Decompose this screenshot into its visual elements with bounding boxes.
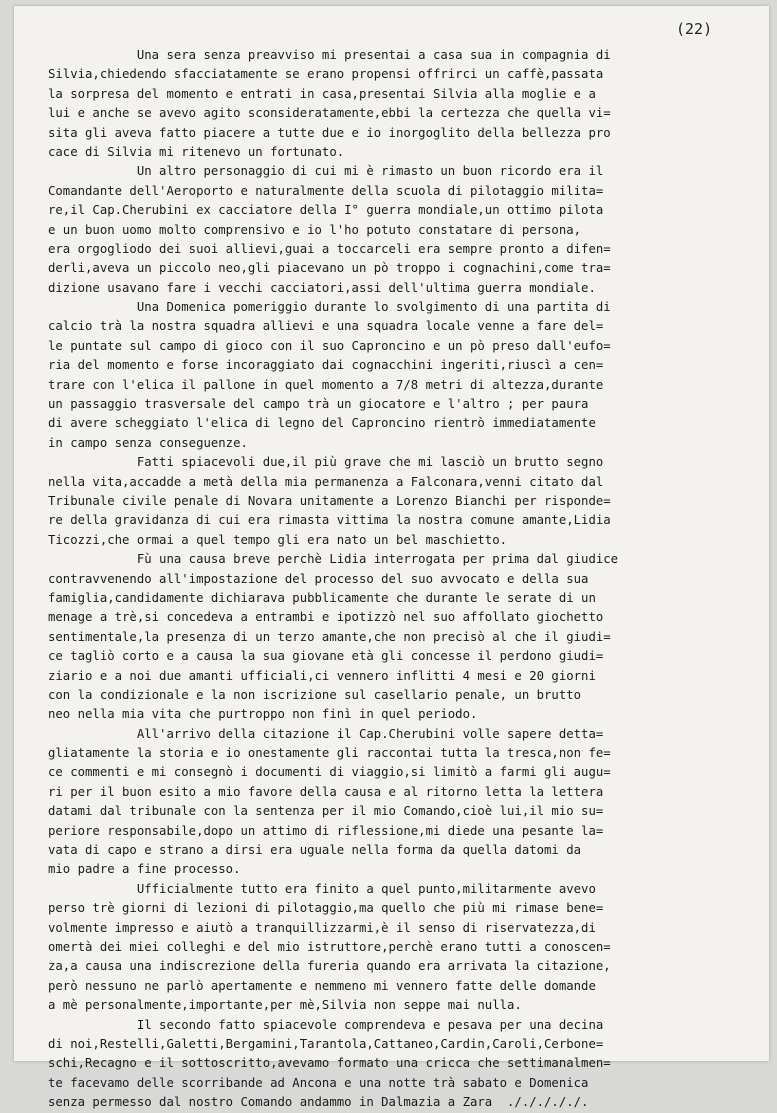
text-line: menage a trè,si concedeva a entrambi e ipotizzò nel suo affollato giochetto xyxy=(48,610,604,625)
text-line: Tribunale civile penale di Novara unitamente a Lorenzo Bianchi per risponde= xyxy=(48,493,611,508)
text-line: le puntate sul campo di gioco con il suo Caproncino e un pò preso dall'eufo= xyxy=(48,338,611,353)
text-line: te facevamo delle scorribande ad Ancona e una notte trà sabato e Domenica xyxy=(48,1075,589,1090)
text-line: periore responsabile,dopo un attimo di riflessione,mi diede una pesante la= xyxy=(48,823,604,838)
text-line: cace di Silvia mi ritenevo un fortunato. xyxy=(48,144,345,159)
text-line: za,a causa una indiscrezione della fureria quando era arrivata la citazione, xyxy=(48,959,611,974)
text-line: datami dal tribunale con la sentenza per il mio Comando,cioè lui,il mio su= xyxy=(48,804,604,819)
text-line: ri per il buon esito a mio favore della causa e al ritorno letta la lettera xyxy=(48,784,604,799)
text-line: Una sera senza preavviso mi presentai a casa sua in compagnia di xyxy=(48,48,611,62)
text-line: Ticozzi,che ormai a quel tempo gli era nato un bel maschietto. xyxy=(48,532,508,547)
text-line: vata di capo e strano a dirsi era uguale nella forma da quella datomi da xyxy=(48,843,582,858)
text-line: contravvenendo all'impostazione del processo del suo avvocato e della sua xyxy=(48,571,589,586)
text-line: in campo senza conseguenze. xyxy=(48,435,248,450)
text-line: Ufficialmente tutto era finito a quel punto,militarmente avevo xyxy=(48,881,596,896)
text-line: derli,aveva un piccolo neo,gli piacevano un pò troppo i cognachini,come tra= xyxy=(48,261,611,276)
text-line: volmente impresso e aiutò a tranquillizzarmi,è il senso di riservatezza,di xyxy=(48,920,596,935)
text-line: Silvia,chiedendo sfacciatamente se erano propensi offrirci un caffè,passata xyxy=(48,67,604,82)
text-line: perso trè giorni di lezioni di pilotaggio,ma quello che più mi rimase bene= xyxy=(48,901,604,916)
text-line: ce commenti e mi consegnò i documenti di viaggio,si limitò a farmi gli augu= xyxy=(48,765,611,780)
text-line: ria del momento e forse incoraggiato dai cognacchini ingeriti,riuscì a cen= xyxy=(48,358,604,373)
text-line: senza permesso dal nostro Comando andammo in Dalmazia a Zara ./././././. xyxy=(48,1095,589,1110)
text-line: la sorpresa del momento e entrati in casa,presentai Silvia alla moglie e a xyxy=(48,86,596,101)
text-line: con la condizionale e la non iscrizione sul casellario penale, un brutto xyxy=(48,687,582,702)
typewritten-page xyxy=(14,6,769,1110)
text-line: Fù una causa breve perchè Lidia interrogata per prima dal giudice xyxy=(48,552,619,567)
text-line: sentimentale,la presenza di un terzo amante,che non precisò al che il giudi= xyxy=(48,629,611,644)
text-line: di noi,Restelli,Galetti,Bergamini,Tarantola,Cattaneo,Cardin,Caroli,Cerbone= xyxy=(48,1036,604,1051)
text-line: era orgogliodo dei suoi allievi,guai a toccarceli era sempre pronto a difen= xyxy=(48,241,611,256)
text-line: dizione usavano fare i vecchi cacciatori,assi dell'ultima guerra mondiale. xyxy=(48,280,596,295)
text-line: Comandante dell'Aeroporto e naturalmente della scuola di pilotaggio milita= xyxy=(48,183,604,198)
text-line: ziario e a noi due amanti ufficiali,ci vennero inflitti 4 mesi e 20 giorni xyxy=(48,668,596,683)
text-line: re della gravidanza di cui era rimasta vittima la nostra comune amante,Lidia xyxy=(48,513,611,528)
text-line: nella vita,accadde a metà della mia permanenza a Falconara,venni citato dal xyxy=(48,474,604,489)
text-line: trare con l'elica il pallone in quel momento a 7/8 metri di altezza,durante xyxy=(48,377,604,392)
text-line: neo nella mia vita che purtroppo non finì in quel periodo. xyxy=(48,707,478,722)
text-line: Il secondo fatto spiacevole comprendeva e pesava per una decina xyxy=(48,1017,604,1032)
text-line: schi,Recagno e il sottoscritto,avevamo formato una cricca che settimanalmen= xyxy=(48,1056,611,1071)
text-line: a mè personalmente,importante,per mè,Silvia non seppe mai nulla. xyxy=(48,998,522,1013)
text-line: lui e anche se avevo agito sconsideratamente,ebbi la certezza che quella vi= xyxy=(48,106,611,121)
text-line: ce tagliò corto e a causa la sua giovane età gli concesse il perdono giudi= xyxy=(48,649,604,664)
text-line: mio padre a fine processo. xyxy=(48,862,241,877)
text-line: e un buon uomo molto comprensivo e io l'ho potuto constatare di persona, xyxy=(48,222,582,237)
text-line: sita gli aveva fatto piacere a tutte due e io inorgoglito della bellezza pro xyxy=(48,125,611,140)
text-line: Un altro personaggio di cui mi è rimasto un buon ricordo era il xyxy=(48,164,604,179)
text-line: omertà dei miei colleghi e del mio istruttore,perchè erano tutti a conoscen= xyxy=(48,939,611,954)
text-line: famiglia,candidamente dichiarava pubblicamente che durante le serate di un xyxy=(48,590,596,605)
text-line: calcio trà la nostra squadra allievi e una squadra locale venne a fare del= xyxy=(48,319,604,334)
text-line: gliatamente la storia e io onestamente gli raccontai tutta la tresca,non fe= xyxy=(48,746,611,761)
document-body xyxy=(48,46,763,1112)
page-number: (22) xyxy=(676,20,713,38)
text-line: re,il Cap.Cherubini ex cacciatore della I° guerra mondiale,un ottimo pilota xyxy=(48,203,604,218)
text-line: Fatti spiacevoli due,il più grave che mi lasciò un brutto segno xyxy=(48,455,604,470)
text-line: All'arrivo della citazione il Cap.Cherubini volle sapere detta= xyxy=(48,726,604,741)
text-line: Una Domenica pomeriggio durante lo svolgimento di una partita di xyxy=(48,300,611,315)
text-line: però nessuno ne parlò apertamente e nemmeno mi vennero fatte delle domande xyxy=(48,978,596,993)
text-line: un passaggio trasversale del campo trà un giocatore e l'altro ; per paura xyxy=(48,397,589,412)
text-line: di avere scheggiato l'elica di legno del Caproncino rientrò immediatamente xyxy=(48,416,596,431)
